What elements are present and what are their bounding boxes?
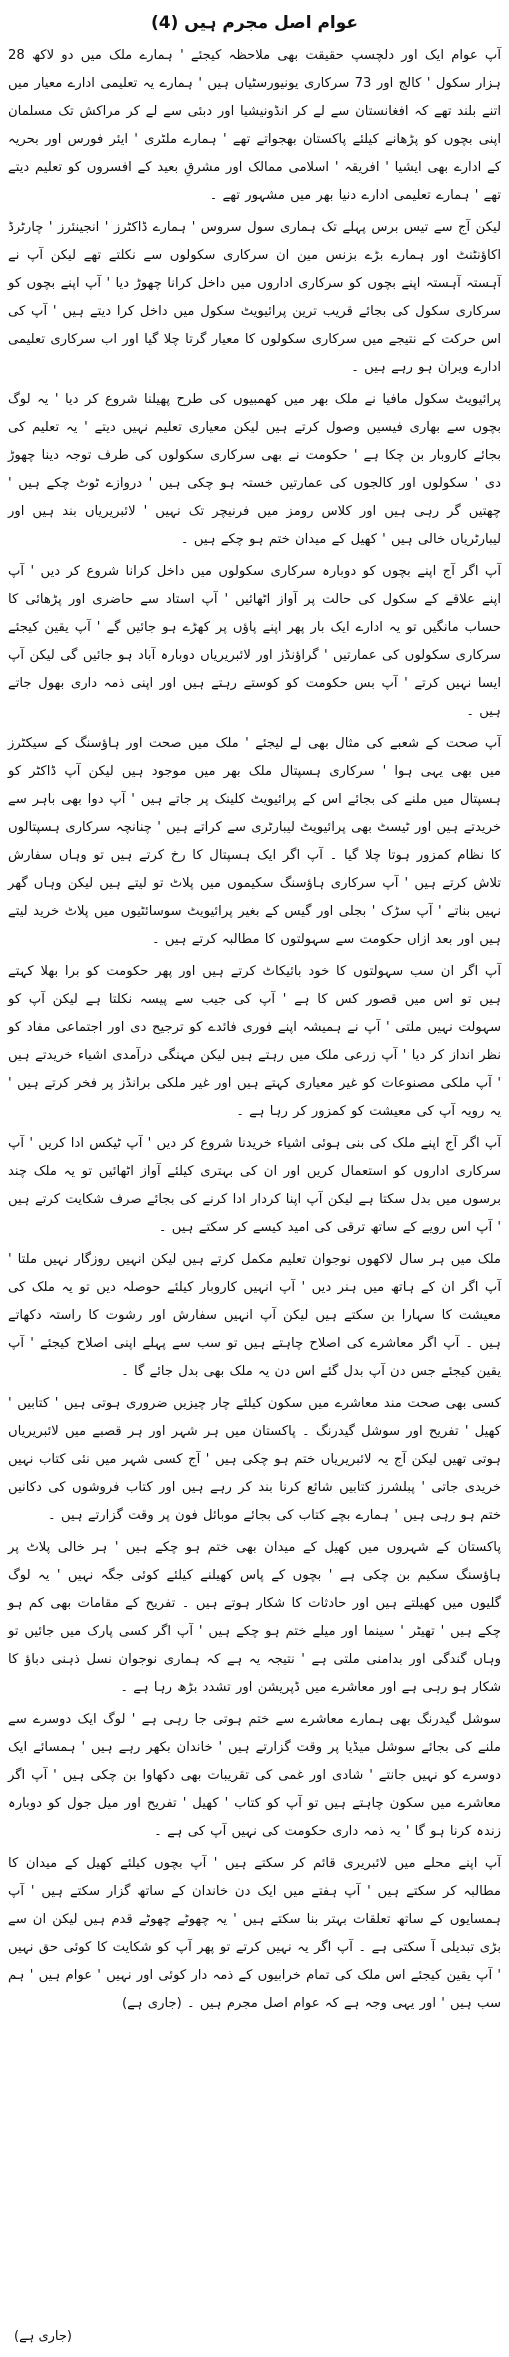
paragraph: پرائیویٹ سکول مافیا نے ملک بھر میں کھمبیوں کی طرح پھیلنا شروع کر دیا ' یہ لوگ بچوں سے بھاری فیسیں وصول کرتے ہیں لیکن معیاری تعلیم نہیں دیتے ' یہ تعلیم کی بجائے کاروبار بن چکا ہے ' حکومت نے بھی سرکاری سکولوں کی طرف توجہ دینا چھوڑ دی ' سکولوں اور کالجوں کی عمارتیں خستہ ہو چکی ہیں ' دروازے ٹوٹ چکے ہیں ' چھتیں گر رہی ہیں اور کلاس رومز میں فرنیچر تک نہیں ' لائبریریاں بند ہیں اور لیبارٹریاں خالی ہیں ' کھیل کے میدان ختم ہو چکے ہیں ۔ [8,392,501,547]
paragraph: ملک میں ہر سال لاکھوں نوجوان تعلیم مکمل کرتے ہیں لیکن انہیں روزگار نہیں ملتا ' آپ اگر ان کے ہاتھ میں ہنر دیں ' آپ انہیں کاروبار کیلئے حوصلہ دیں تو یہ ملک کی معیشت کا سہارا بن سکتے ہیں لیکن آپ انہیں سفارش اور رشوت کا راستہ دکھاتے ہیں ۔ آپ اگر معاشرے کی اصلاح چاہتے ہیں تو سب سے پہلے اپنی اصلاح کیجئے ' آپ یقین کیجئے جس دن آپ بدل گئے اس دن یہ ملک بھی بدل جائے گا ۔ [8,1252,501,1379]
paragraph: آپ اگر ان سب سہولتوں کا خود بائیکاٹ کرتے ہیں اور پھر حکومت کو برا بھلا کہتے ہیں تو اس میں قصور کس کا ہے ' آپ کی جیب سے پیسہ نکلتا ہے لیکن آپ کو سہولت نہیں ملتی ' آپ نے ہمیشہ اپنے فوری فائدے کو ترجیح دی اور اجتماعی مفاد کو نظر انداز کر دیا ' آپ زرعی ملک میں رہتے ہیں لیکن مہنگی درآمدی اشیاء خریدتے ہیں ' آپ ملکی مصنوعات کو غیر معیاری کہتے ہیں اور غیر ملکی برانڈز پر فخر کرتے ہیں ' یہ رویہ آپ کی معیشت کو کمزور کر رہا ہے ۔ [8,964,501,1119]
paragraph: آپ صحت کے شعبے کی مثال بھی لے لیجئے ' ملک میں صحت اور ہاؤسنگ کے سیکٹرز میں بھی یہی ہوا ' سرکاری ہسپتال ملک بھر میں موجود ہیں لیکن آپ ڈاکٹر کو ہسپتال میں ملنے کی بجائے اس کے پرائیویٹ کلینک پر جاتے ہیں ' آپ دوا بھی باہر سے خریدتے ہیں اور ٹیسٹ بھی پرائیویٹ لیبارٹری سے کراتے ہیں ' چنانچہ سرکاری ہسپتالوں کا نظام کمزور ہوتا چلا گیا ۔ آپ اگر ایک ہسپتال کا رخ کرتے ہیں تو وہاں سفارش تلاش کرتے ہیں ' آپ سرکاری ہاؤسنگ سکیموں میں پلاٹ تو لیتے ہیں لیکن وہاں گھر نہیں بناتے ' آپ سڑک ' بجلی اور گیس کے بغیر پرائیویٹ سوسائٹیوں میں پلاٹ خرید لیتے ہیں اور بعد ازاں حکومت سے سہولتوں کا مطالبہ کرتے ہیں ۔ [8,736,501,947]
continued-marker: (جاری ہے) [14,2329,72,2344]
article-headline: عوام اصل مجرم ہیں (4) [150,13,359,33]
paragraph: آپ اگر آج اپنے بچوں کو دوبارہ سرکاری سکولوں میں داخل کرانا شروع کر دیں ' آپ اپنے علاقے کے سکول کی حالت پر آواز اٹھائیں ' آپ استاد سے حاضری اور پڑھائی کا حساب مانگیں تو یہ ادارے ایک بار پھر اپنے پاؤں پر کھڑے ہو جائیں گے ' آپ یقین کیجئے سرکاری سکولوں کی عمارتیں ' گراؤنڈز اور لائبریریاں دوبارہ آباد ہو جائیں گی لیکن آپ ایسا نہیں کرتے ' آپ بس حکومت کو کوستے رہتے ہیں اور اپنی ذمہ داری بھول جاتے ہیں ۔ [8,564,501,719]
paragraph: آپ اپنے محلے میں لائبریری قائم کر سکتے ہیں ' آپ بچوں کیلئے کھیل کے میدان کا مطالبہ کر سکتے ہیں ' آپ ہفتے میں ایک دن خاندان کے ساتھ گزار سکتے ہیں ' آپ ہمسایوں کے ساتھ تعلقات بہتر بنا سکتے ہیں ' یہ چھوٹے چھوٹے قدم ہیں لیکن ان سے بڑی تبدیلی آ سکتی ہے ۔ آپ اگر یہ نہیں کرتے تو پھر آپ کو شکایت کا کوئی حق نہیں ' آپ یقین کیجئے اس ملک کی تمام خرابیوں کے ذمہ دار کوئی اور نہیں ' عوام ہیں ' ہم سب ہیں ' اور یہی وجہ ہے کہ عوام اصل مجرم ہیں ۔ (جاری ہے) [8,1856,501,2011]
paragraph: سوشل گیدرنگ بھی ہمارے معاشرے سے ختم ہوتی جا رہی ہے ' لوگ ایک دوسرے سے ملنے کی بجائے سوشل میڈیا پر وقت گزارتے ہیں ' خاندان بکھر رہے ہیں ' ہمسائے ایک دوسرے کو نہیں جانتے ' شادی اور غمی کی تقریبات بھی دکھاوا بن چکی ہیں ' آپ اگر معاشرے میں سکون چاہتے ہیں تو آپ کو کتاب ' کھیل ' تفریح اور میل جول کو دوبارہ زندہ کرنا ہو گا ' یہ ذمہ داری حکومت کی نہیں آپ کی ہے ۔ [8,1712,501,1839]
paragraph: کسی بھی صحت مند معاشرے میں سکون کیلئے چار چیزیں ضروری ہوتی ہیں ' کتابیں ' کھیل ' تفریح اور سوشل گیدرنگ ۔ پاکستان میں ہر شہر اور ہر قصبے میں لائبریریاں ہوتی تھیں لیکن آج یہ لائبریریاں ختم ہو چکی ہیں ' آج کسی شہر میں نئی کتاب نہیں خریدی جاتی ' پبلشرز کتابیں شائع کرنا بند کر رہے ہیں اور کتاب فروشوں کی دکانیں ختم ہو رہی ہیں ' ہمارے بچے کتاب کی بجائے موبائل فون پر وقت گزارتے ہیں ۔ [8,1396,501,1523]
paragraph: آپ اگر آج اپنے ملک کی بنی ہوئی اشیاء خریدنا شروع کر دیں ' آپ ٹیکس ادا کریں ' آپ سرکاری اداروں کو استعمال کریں اور ان کی بہتری کیلئے آواز اٹھائیں تو یہ ملک چند برسوں میں بدل سکتا ہے لیکن آپ اپنا کردار ادا کرنے کی بجائے صرف شکایت کرتے ہیں ' آپ اس رویے کے ساتھ ترقی کی امید کیسے کر سکتے ہیں ۔ [8,1136,501,1235]
paragraph: پاکستان کے شہروں میں کھیل کے میدان بھی ختم ہو چکے ہیں ' ہر خالی پلاٹ پر ہاؤسنگ سکیم بن چکی ہے ' بچوں کے پاس کھیلنے کیلئے کوئی جگہ نہیں ' یہ لوگ گلیوں میں کھیلتے ہیں اور حادثات کا شکار ہوتے ہیں ۔ تفریح کے مقامات بھی کم ہو چکے ہیں ' تھیٹر ' سینما اور میلے ختم ہو چکے ہیں ' آپ اگر کسی پارک میں جائیں تو وہاں گندگی اور بدامنی ملتی ہے ' نتیجہ یہ ہے کہ ہماری نوجوان نسل ذہنی دباؤ کا شکار ہو رہی ہے اور معاشرے میں ڈپریشن اور تشدد بڑھ رہا ہے ۔ [8,1540,501,1695]
paragraph: آپ عوام ایک اور دلچسپ حقیقت بھی ملاحظہ کیجئے ' ہمارے ملک میں دو لاکھ 28 ہزار سکول ' کالج اور 73 سرکاری یونیورسٹیاں ہیں ' ہمارے یہ تعلیمی ادارے معیار میں اتنے بلند تھے کہ افغانستان سے لے کر انڈونیشیا اور دبئی سے لے کر مراکش تک مسلمان اپنی بچوں کو پڑھانے کیلئے پاکستان بھجواتے تھے ' ہمارے ملٹری ' ایئر فورس اور بحریہ کے ادارے بھی ایشیا ' افریقہ ' اسلامی ممالک اور مشرقِ بعید کے افسروں کو تعلیم دیتے تھے ' ہمارے تعلیمی ادارے دنیا بھر میں مشہور تھے ۔ [8,48,502,203]
paragraph: لیکن آج سے تیس برس پہلے تک ہماری سول سروس ' ہمارے ڈاکٹرز ' انجینئرز ' چارٹرڈ اکاؤنٹنٹ اور ہمارے بڑے بزنس مین ان سرکاری سکولوں سے نکلتے تھے لیکن آپ نے آہستہ آہستہ اپنے بچوں کو سرکاری اداروں میں داخل کرانا چھوڑ دیا ' آپ اپنے بچوں کو سرکاری سکول کی بجائے قریب ترین پرائیویٹ سکول میں داخل کرا دیتے ہیں ' آپ کی اس حرکت کے نتیجے میں سرکاری سکولوں کا معیار گرتا چلا گیا اور اب سرکاری تعلیمی ادارے ویران ہو رہے ہیں ۔ [8,220,501,375]
